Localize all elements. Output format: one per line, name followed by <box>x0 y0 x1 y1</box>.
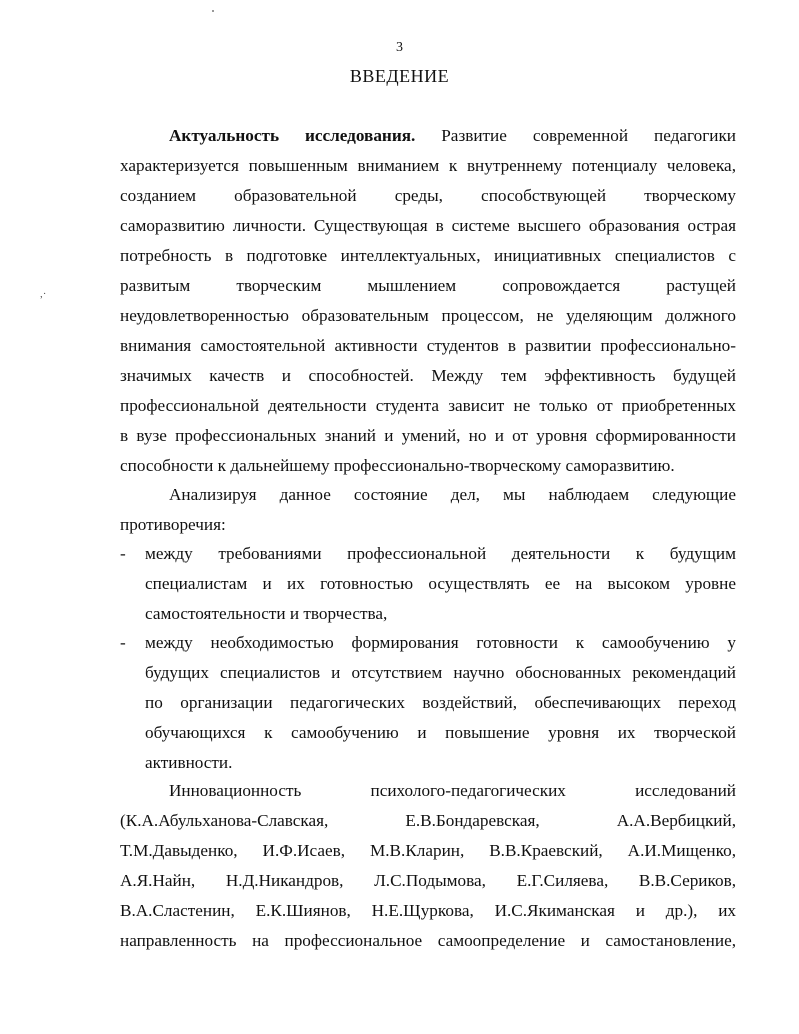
scan-speck <box>212 10 214 12</box>
text-line: созданием образовательной среды, способствующей творческому <box>120 186 736 205</box>
text-line: будущих специалистов и отсутствием научно обоснованных рекомендаций <box>145 663 736 682</box>
text-line: внимания самостоятельной активности студентов в развитии профессионально- <box>120 336 736 355</box>
text-line: в вузе профессиональных знаний и умений, но и от уровня сформированности <box>120 426 736 445</box>
text-line: (К.А.Абульханова-Славская, Е.В.Бондаревская, А.А.Вербицкий, <box>120 811 736 830</box>
paragraph-innovation <box>120 776 736 956</box>
text-line: характеризуется повышенным вниманием к внутреннему потенциалу человека, <box>120 156 736 175</box>
text-line: специалистам и их готовностью осуществлять ее на высоком уровне <box>145 574 736 593</box>
text-line: Т.М.Давыденко, И.Ф.Исаев, М.В.Кларин, В.В.Краевский, А.И.Мищенко, <box>120 841 736 860</box>
text-line: значимых качеств и способностей. Между тем эффективность будущей <box>120 366 736 385</box>
bullet-dash: - <box>120 544 126 563</box>
text-line: А.Я.Найн, Н.Д.Никандров, Л.С.Подымова, Е.Г.Силяева, В.В.Сериков, <box>120 871 736 890</box>
text-line: Актуальность исследования. Развитие современной педагогики <box>169 126 736 145</box>
text-line: - между требованиями профессиональной деятельности к будущим <box>120 539 736 569</box>
text-line: обучающихся к самообучению и повышение уровня их творческой <box>145 723 736 742</box>
paragraph-contradictions <box>120 480 736 540</box>
text-line: саморазвитию личности. Существующая в системе высшего образования острая <box>120 216 736 235</box>
text-line: Инновационность психолого-педагогических исследований <box>169 781 736 800</box>
text-line: потребность в подготовке интеллектуальных, инициативных специалистов с <box>120 246 736 265</box>
text-line: противоречия: <box>120 515 226 534</box>
text-line: неудовлетворенностью образовательным процессом, не уделяющим должного <box>120 306 736 325</box>
text-line: активности. <box>145 753 233 772</box>
text-line: способности к дальнейшему профессионально-творческому саморазвитию. <box>120 456 675 475</box>
bullet-item-1 <box>120 539 736 629</box>
bullet-dash: - <box>120 633 126 652</box>
text-line: Анализируя данное состояние дел, мы наблюдаем следующие <box>169 485 736 504</box>
text-line: В.А.Сластенин, Е.К.Шиянов, Н.Е.Щуркова, И.С.Якиманская и др.), их <box>120 901 736 920</box>
relevance-lead: Актуальность исследования. <box>169 126 416 145</box>
paragraph-relevance <box>120 121 736 481</box>
text-line: по организации педагогических воздействий, обеспечивающих переход <box>145 693 736 712</box>
section-heading: ВВЕДЕНИЕ <box>349 66 450 86</box>
margin-mark: ,· <box>40 288 47 300</box>
page-number: 3 <box>396 40 403 55</box>
text-line: направленность на профессиональное самоопределение и самостановление, <box>120 931 736 950</box>
text-line: самостоятельности и творчества, <box>145 604 388 623</box>
bullet-item-2 <box>120 628 736 778</box>
text-line: профессиональной деятельности студента зависит не только от приобретенных <box>120 396 736 415</box>
text-line: развитым творческим мышлением сопровождается растущей <box>120 276 736 295</box>
text-line: - между необходимостью формирования готовности к самообучению у <box>120 628 736 658</box>
